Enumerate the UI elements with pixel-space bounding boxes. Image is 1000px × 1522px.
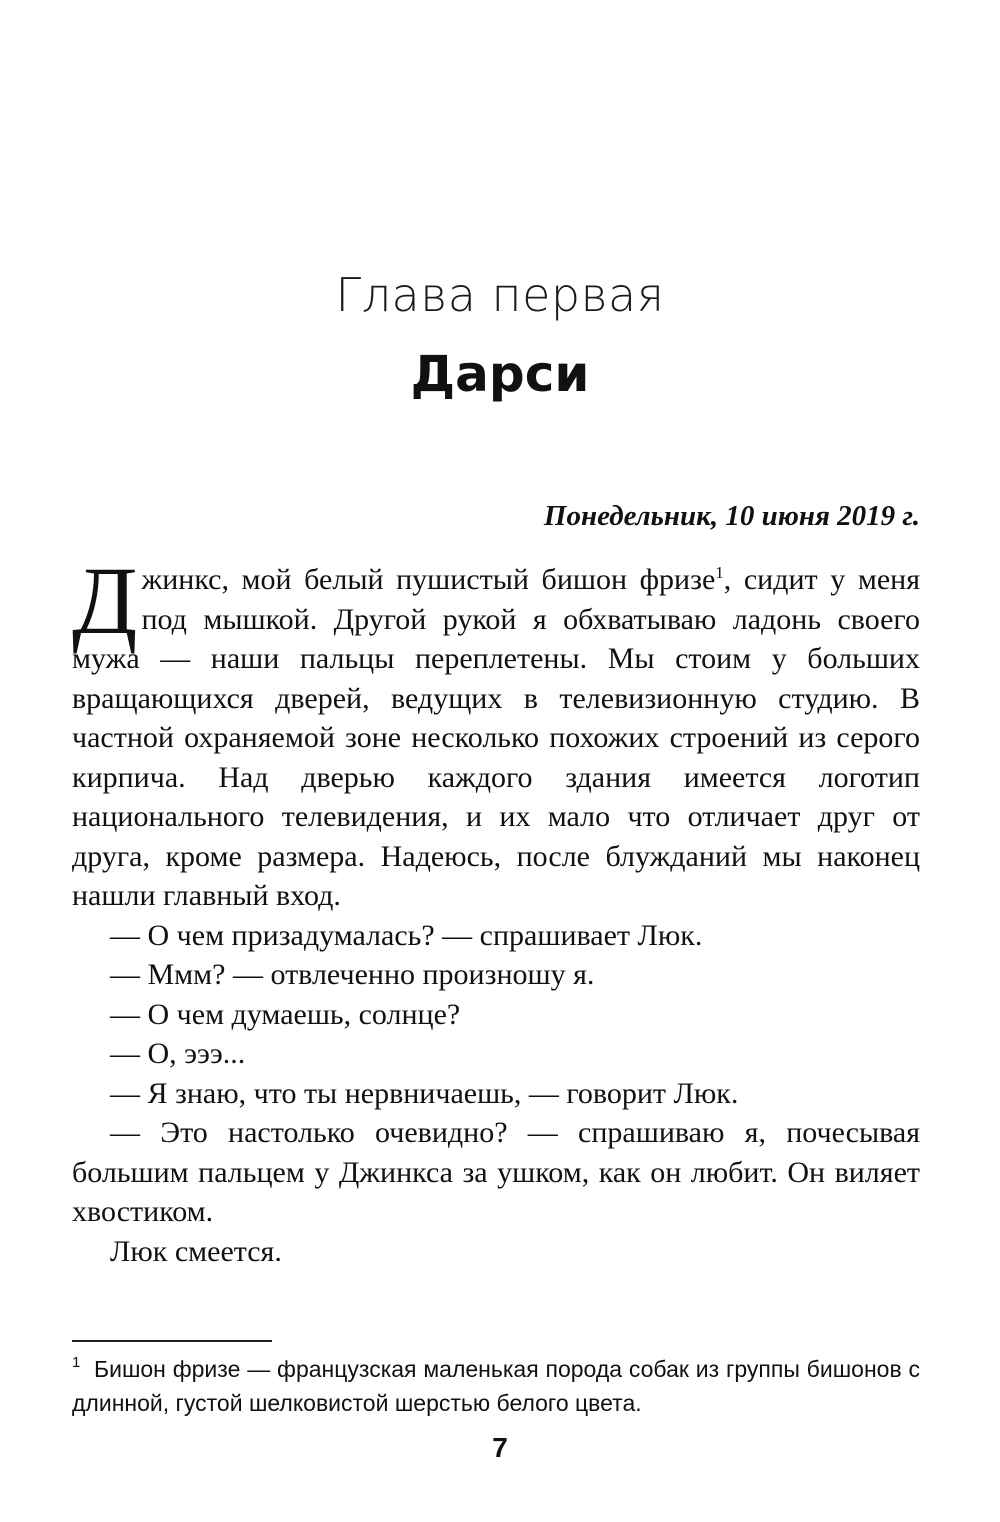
dialogue-line: — О чем призадумалась? — спрашивает Люк. <box>110 918 703 952</box>
footnote-reference[interactable]: 1 <box>715 563 724 582</box>
chapter-title: Дарси <box>410 345 590 403</box>
dialogue-line: — Это настолько очевидно? — спрашиваю я, почесывая большим пальцем у Джинкса за ушком, как он любит. Он виляет хвостиком. <box>72 1116 920 1228</box>
footnote-text: Бишон фризе — французская маленькая порода собак из группы бишонов с длинной, густой шелковистой шерстью белого цвета. <box>72 1356 920 1416</box>
footnote-divider <box>72 1340 272 1342</box>
dialogue-line: — Ммм? — отвлеченно произношу я. <box>110 958 595 991</box>
footnote <box>72 1352 920 1420</box>
paragraph-first <box>72 547 920 916</box>
dialogue-line: Люк смеется. <box>110 1234 282 1268</box>
dialogue-line: — О чем думаешь, солнце? <box>110 997 461 1031</box>
dateline: Понедельник, 10 июня 2019 г. <box>543 500 920 532</box>
drop-cap: Д <box>72 547 138 654</box>
dialogue-line: — Я знаю, что ты нервничаешь, — говорит Люк. <box>110 1076 739 1110</box>
page-number: 7 <box>492 1432 508 1463</box>
paragraph-text: жинкс, мой белый пушистый бишон фризе <box>141 563 716 596</box>
paragraph-text: , сидит у меня под мышкой. Другой рукой я обхватываю ладонь своего мужа — наши пальцы переплетены. Мы стоим у больших вращающихся дверей, ведущих в телевизионную студию. В частной охраняемой зоне несколько похожих строений из серого кирпича. Над дверью каждого здания имеется логотип национального телевидения, и их мало что отличает друг от друга, кроме размера. Надеюсь, после блужданий мы наконец нашли главный вход. <box>72 563 920 912</box>
dialogue-line: — О, эээ... <box>110 1037 246 1070</box>
footnote-mark: 1 <box>72 1354 81 1371</box>
body-text <box>72 547 920 1271</box>
chapter-label: Глава первая <box>335 268 665 322</box>
